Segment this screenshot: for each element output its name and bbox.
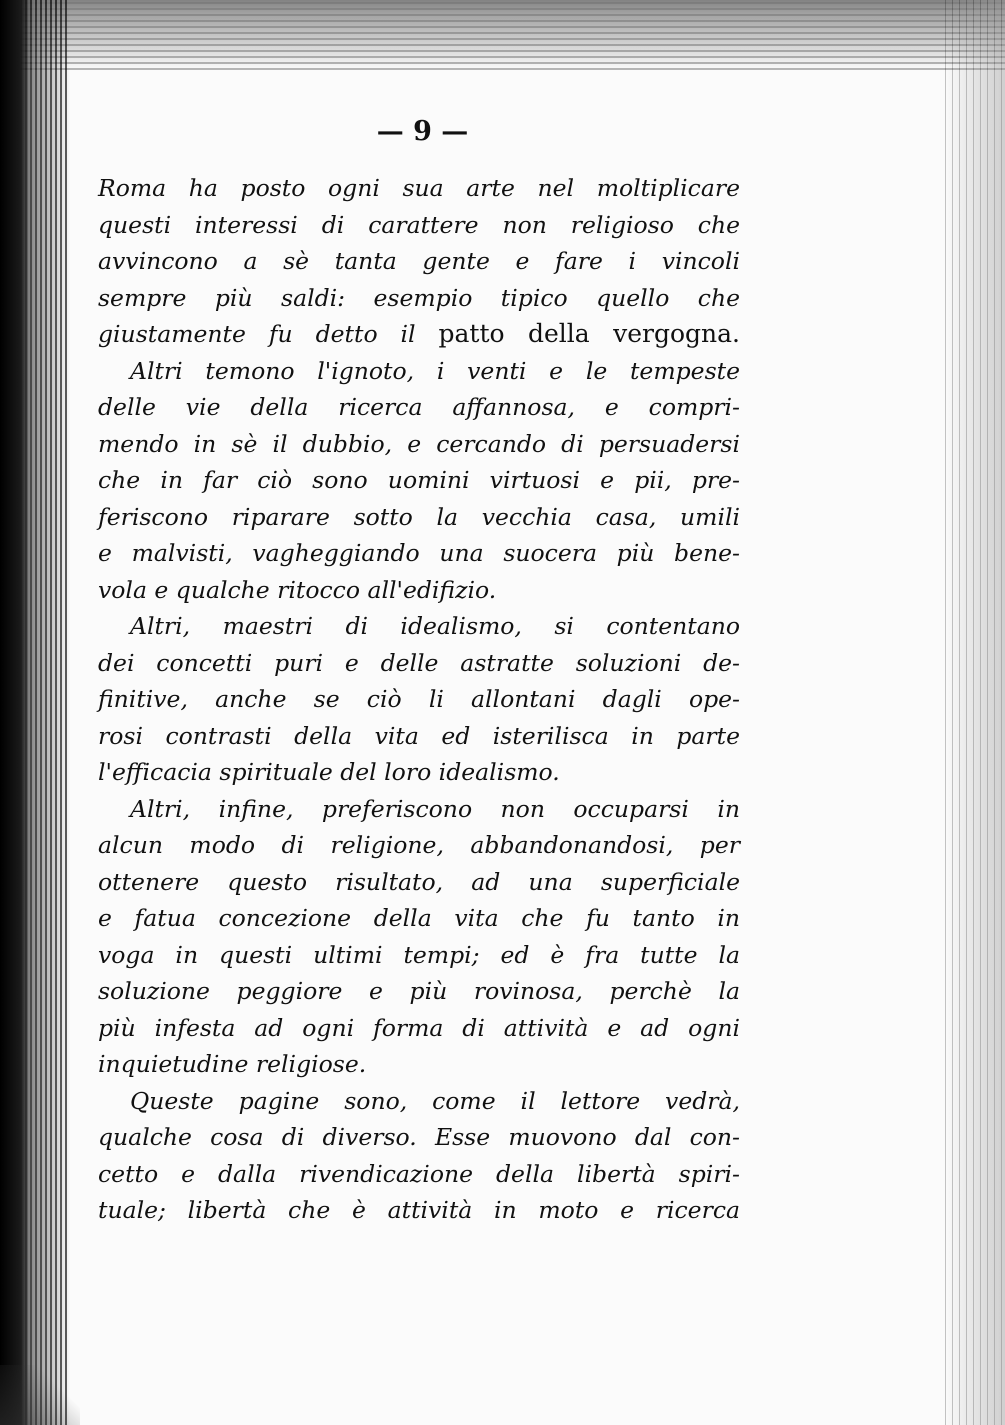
page-number: — 9 —	[376, 116, 469, 147]
text-line-content: qualche cosa di diverso. Esse muovono dal con-	[98, 1123, 740, 1151]
text-line	[98, 1046, 740, 1083]
scan-edge-left-dark	[0, 0, 28, 1425]
text-line-content: delle vie della ricerca affannosa, e compri-	[98, 393, 740, 421]
body-text	[98, 170, 740, 1229]
text-line-content: e fatua concezione della vita che fu tanto in	[98, 904, 740, 932]
text-line-content: Roma ha posto ogni sua arte nel moltiplicare	[98, 174, 740, 202]
scan-edge-bottom-left	[0, 1365, 80, 1425]
text-line	[98, 645, 740, 682]
text-line-content: e malvisti, vagheggiando una suocera più bene-	[98, 539, 740, 567]
text-line-content: vola e qualche ritocco all'edifizio.	[98, 575, 497, 604]
text-line-content: finitive, anche se ciò li allontani dagli ope-	[98, 685, 740, 713]
text-line-content: Queste pagine sono, come il lettore vedrà,	[130, 1086, 740, 1115]
text-line	[98, 827, 740, 864]
text-line	[98, 937, 740, 974]
text-line	[98, 572, 740, 609]
text-line-content: giustamente fu detto il	[98, 320, 416, 348]
text-line-content: più infesta ad ogni forma di attività e ad ogni	[98, 1013, 740, 1042]
scan-edge-top	[0, 0, 1005, 70]
text-line-content: rosi contrasti della vita ed isterilisca in parte	[98, 721, 740, 750]
text-line-upright: patto della vergogna.	[438, 319, 740, 348]
text-line	[98, 1010, 740, 1047]
text-line-content: cetto e dalla rivendicazione della libertà spiri-	[98, 1159, 740, 1188]
text-line	[98, 900, 740, 937]
text-line-content: l'efficacia spirituale del loro idealismo.	[98, 758, 560, 786]
text-line	[98, 426, 740, 463]
text-line	[98, 1156, 740, 1193]
text-line	[98, 973, 740, 1010]
text-line-content: avvincono a sè tanta gente e fare i vincoli	[98, 247, 740, 275]
text-line	[98, 389, 740, 426]
text-line	[98, 353, 740, 390]
text-line	[98, 316, 740, 353]
text-line-content: tuale; libertà che è attività in moto e ricerca	[98, 1196, 740, 1224]
text-line	[98, 1119, 740, 1156]
text-line	[98, 791, 740, 828]
text-line	[98, 754, 740, 791]
text-line-content: alcun modo di religione, abbandonandosi, per	[98, 831, 740, 859]
text-line	[98, 864, 740, 901]
text-line	[98, 207, 740, 244]
text-line-content: Altri temono l'ignoto, i venti e le tempeste	[130, 356, 740, 385]
scan-edge-right	[945, 0, 1005, 1425]
text-line	[98, 1083, 740, 1120]
text-line-content: Altri, maestri di idealismo, si contentano	[130, 612, 740, 640]
text-line-content: ottenere questo risultato, ad una superficiale	[98, 867, 740, 896]
text-line	[98, 608, 740, 645]
text-line-content: inquietudine religiose.	[98, 1050, 367, 1078]
text-line-content: Altri, infine, preferiscono non occuparsi in	[130, 794, 740, 823]
text-line	[98, 462, 740, 499]
text-line	[98, 499, 740, 536]
text-line	[98, 170, 740, 207]
text-line-content: questi interessi di carattere non religioso che	[98, 210, 740, 239]
text-line	[98, 243, 740, 280]
text-line-content: mendo in sè il dubbio, e cercando di persuadersi	[98, 429, 740, 458]
text-line	[98, 718, 740, 755]
text-line-content: feriscono riparare sotto la vecchia casa, umili	[98, 502, 740, 531]
text-line-content: sempre più saldi: esempio tipico quello che	[98, 283, 740, 312]
text-line-content: voga in questi ultimi tempi; ed è fra tutte la	[98, 940, 740, 969]
text-line	[98, 280, 740, 317]
text-line-content: soluzione peggiore e più rovinosa, perchè la	[98, 977, 740, 1005]
text-line-content: che in far ciò sono uomini virtuosi e pii, pre-	[98, 466, 740, 494]
text-line	[98, 1192, 740, 1229]
text-line	[98, 681, 740, 718]
text-line	[98, 535, 740, 572]
text-line-content: dei concetti puri e delle astratte soluzioni de-	[98, 648, 740, 677]
